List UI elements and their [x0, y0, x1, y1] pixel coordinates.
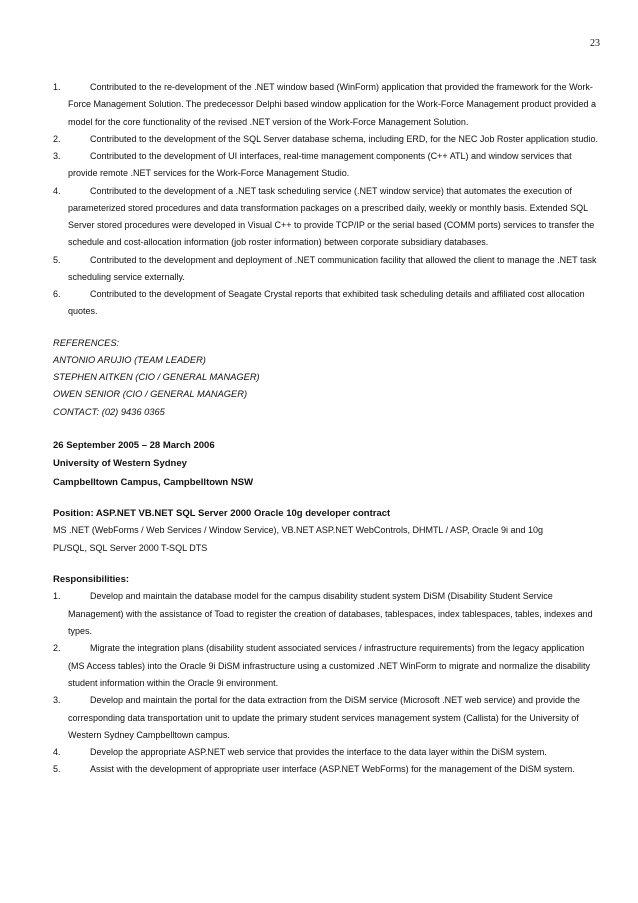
item-text: Contributed to the re-development of the .NET window based (WinForm) application that provided the framework for the Work-Force Management Solution. The predecessor Delphi based window application for the Work-Force Management product provided a model for the core functionality of the revised .NET version of the Work-Force Management Solution. — [68, 82, 596, 127]
item-number: 4. — [53, 185, 61, 196]
item-text: Contributed to the development of a .NET task scheduling service (.NET window service) that automates the execution of parameterized stored procedures and data transformation packages on a prescribed daily, weekly or monthly basis. Extended SQL Server stored procedures were developed in Visual C++ to provide TCP/IP or the serial based (COMM ports) services to transfer the schedule and cost-allocation information (job roster information) between corporate subsidiary databases. — [68, 185, 595, 248]
job-position: Position: ASP.NET VB.NET SQL Server 2000 Oracle 10g developer contract — [53, 508, 391, 520]
list-item — [53, 640, 601, 692]
item-text: Develop the appropriate ASP.NET web service that provides the interface to the data layer within the DiSM system. — [90, 747, 547, 758]
page-number: 23 — [590, 38, 600, 49]
references-heading: REFERENCES: — [53, 337, 120, 348]
reference-contact: CONTACT: (02) 9436 0365 — [53, 406, 165, 417]
item-number: 4. — [53, 747, 61, 758]
item-number: 2. — [53, 643, 61, 654]
reference-line: OWEN SENIOR (CIO / GENERAL MANAGER) — [53, 389, 248, 400]
reference-line: ANTONIO ARUJIO (TEAM LEADER) — [53, 354, 206, 365]
contributions-list — [53, 79, 601, 321]
list-item — [53, 183, 601, 252]
responsibilities-heading: Responsibilities: — [53, 574, 130, 586]
item-number: 1. — [53, 82, 61, 92]
document-body — [53, 79, 601, 779]
item-number: 5. — [53, 254, 61, 265]
item-text: Assist with the development of appropriate user interface (ASP.NET WebForms) for the management of the DiSM system. — [90, 764, 575, 775]
item-text: Migrate the integration plans (disability student associated services / infrastructure requirements) from the legacy application (MS Access tables) into the Oracle 9i DiSM infrastructure using a customized .NET WinForm to migrate and normalize the disability student information within the Oracle 9i environment. — [68, 643, 591, 688]
item-number: 2. — [53, 133, 61, 144]
item-text: Contributed to the development and deployment of .NET communication facility that allowed the client to manage the .NET task scheduling service externally. — [68, 254, 597, 282]
item-number: 3. — [53, 695, 61, 706]
item-number: 6. — [53, 289, 61, 299]
references-section — [53, 335, 601, 421]
item-text: Contributed to the development of Seagate Crystal reports that exhibited task scheduling details and affiliated cost allocation quotes. — [68, 289, 585, 317]
list-item — [53, 131, 601, 148]
list-item — [53, 692, 601, 744]
list-item — [53, 286, 601, 321]
list-item — [53, 252, 601, 287]
item-text: Develop and maintain the database model for the campus disability student system DiSM (Disability Student Service Management) with the assistance of Toad to register the creation of databases, tablespaces, index tablespaces, tables, indexes and types. — [68, 591, 593, 637]
item-text: Contributed to the development of UI interfaces, real-time management components (C++ ATL) and window services that provide remote .NET services for the Work-Force Management Studio. — [68, 151, 572, 179]
job-header — [53, 437, 601, 493]
list-item — [53, 761, 601, 778]
job-location: Campbelltown Campus, Campbelltown NSW — [53, 476, 254, 488]
job-dates: 26 September 2005 – 28 March 2006 — [53, 439, 215, 451]
reference-line: STEPHEN AITKEN (CIO / GENERAL MANAGER) — [53, 372, 260, 383]
item-number: 1. — [53, 591, 61, 602]
list-item — [53, 148, 601, 183]
technology-summary — [53, 522, 601, 557]
list-item — [53, 588, 601, 640]
responsibilities-list — [53, 588, 601, 778]
item-number: 3. — [53, 151, 61, 161]
technology-line: PL/SQL, SQL Server 2000 T-SQL DTS — [53, 542, 208, 553]
item-text: Contributed to the development of the SQL Server database schema, including ERD, for the NEC Job Roster application studio. — [90, 133, 598, 144]
technology-line: MS .NET (WebForms / Web Services / Window Service), VB.NET ASP.NET WebControls, DHMTL / ASP, Oracle 9i and 10g — [53, 525, 544, 536]
job-employer: University of Western Sydney — [53, 458, 187, 470]
item-number: 5. — [53, 764, 61, 775]
list-item — [53, 79, 601, 131]
list-item — [53, 744, 601, 761]
item-text: Develop and maintain the portal for the data extraction from the DiSM service (Microsoft .NET web service) and provide the corresponding data transportation unit to update the primary student services management system (Callista) for the University of Western Sydney Campbelltown campus. — [68, 695, 581, 740]
